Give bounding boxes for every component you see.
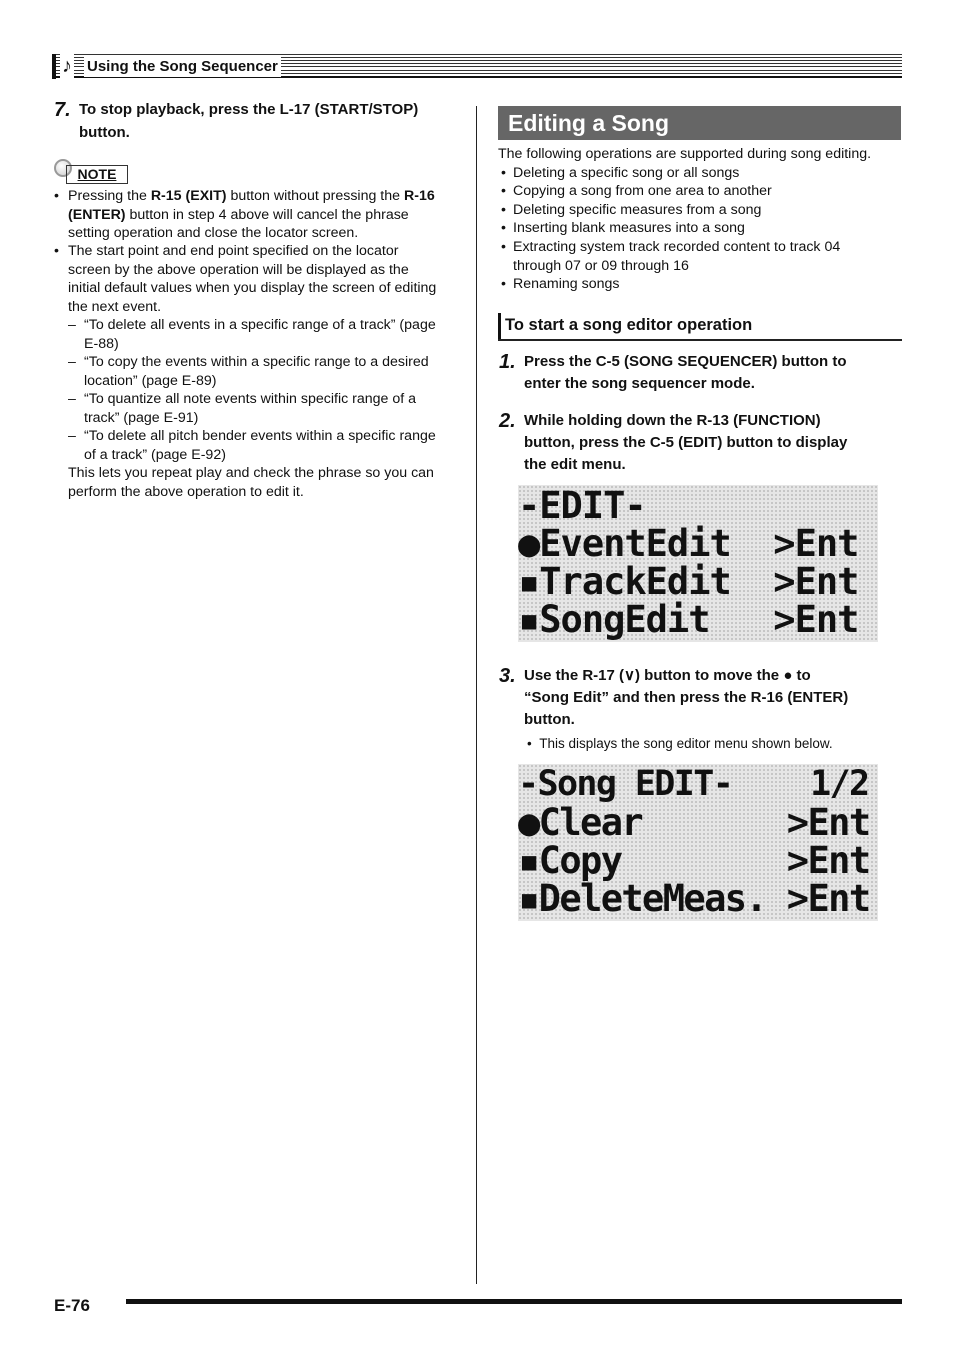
step-3-note: • This displays the song editor menu shown below. — [527, 736, 833, 751]
operation-item: • Inserting blank measures into a song — [501, 220, 745, 236]
subsection-heading: To start a song editor operation — [498, 313, 902, 341]
operation-item: • Deleting specific measures from a song — [501, 202, 762, 218]
step-3-text: Use the R-17 (∨) button to move the ● to “Song Edit” and then press the R-16 (ENTER) button. — [524, 667, 849, 728]
reference-item: – “To delete all pitch bender events within a specific range of a track” (page E-92) — [68, 428, 436, 463]
section-header-title: Using the Song Sequencer — [84, 57, 281, 77]
step-1-number: 1. — [499, 351, 516, 373]
lcd-line: -EDIT- — [518, 484, 646, 527]
operation-item: • Extracting system track recorded content to track 04 through 07 or 09 through 16 — [501, 239, 841, 274]
step-2-text: While holding down the R-13 (FUNCTION) button, press the C-5 (EDIT) button to display the edit menu. — [524, 412, 848, 473]
step-2-number: 2. — [499, 410, 516, 432]
lcd-line: -Song EDIT- 1/2 — [518, 764, 869, 804]
note-bullet-2: • The start point and end point specified on the locator screen by the above operation will be displayed as the initial default values when you display the screen of editing the next event. — [54, 243, 437, 315]
lcd-line: ▪TrackEdit >Ent — [518, 560, 859, 603]
intro-text: The following operations are supported during song editing. — [498, 146, 872, 162]
step-7-line-2: button. — [79, 124, 130, 141]
lcd-line: ●Clear >Ent — [518, 801, 870, 844]
lcd-line: ●EventEdit >Ent — [518, 522, 859, 565]
header-bar — [52, 54, 56, 79]
lcd-song-edit-menu — [518, 764, 878, 921]
step-7-number: 7. — [54, 99, 71, 121]
footer-rule — [126, 1299, 902, 1304]
lcd-line: ▪Copy >Ent — [518, 839, 870, 882]
note-label: NOTE — [66, 165, 128, 184]
music-note-icon: ♪ — [62, 55, 72, 77]
step-1-text: Press the C-5 (SONG SEQUENCER) button to enter the song sequencer mode. — [524, 353, 847, 392]
lcd-line: ▪DeleteMeas. >Ent — [518, 877, 870, 920]
step-7-line-1: To stop playback, press the L-17 (START/STOP) — [79, 101, 419, 118]
bullet-dot: • — [54, 188, 59, 204]
operation-item: • Renaming songs — [501, 276, 620, 292]
operation-item: • Copying a song from one area to another — [501, 183, 772, 199]
note-bullet-1: • Pressing the R-15 (EXIT) button without pressing the R-16 (ENTER) button in step 4 above will cancel the phrase setting operation and close the locator screen. — [54, 188, 435, 242]
reference-item: – “To delete all events in a specific range of a track” (page E-88) — [68, 317, 436, 352]
bullet-dot: • — [54, 243, 59, 259]
section-title: Editing a Song — [498, 106, 901, 140]
reference-item: – “To copy the events within a specific range to a desired location” (page E-89) — [68, 354, 429, 389]
operation-item: • Deleting a specific song or all songs — [501, 165, 740, 181]
column-divider — [476, 106, 477, 1284]
lcd-edit-menu — [518, 485, 878, 642]
reference-item: – “To quantize all note events within specific range of a track” (page E-91) — [68, 391, 417, 426]
page-number: E-76 — [54, 1296, 90, 1315]
note-badge — [54, 159, 130, 185]
note-closing-text: This lets you repeat play and check the phrase so you can perform the above operation to edit it. — [68, 465, 434, 500]
step-3-number: 3. — [499, 665, 516, 687]
lcd-line: ▪SongEdit >Ent — [518, 598, 859, 641]
